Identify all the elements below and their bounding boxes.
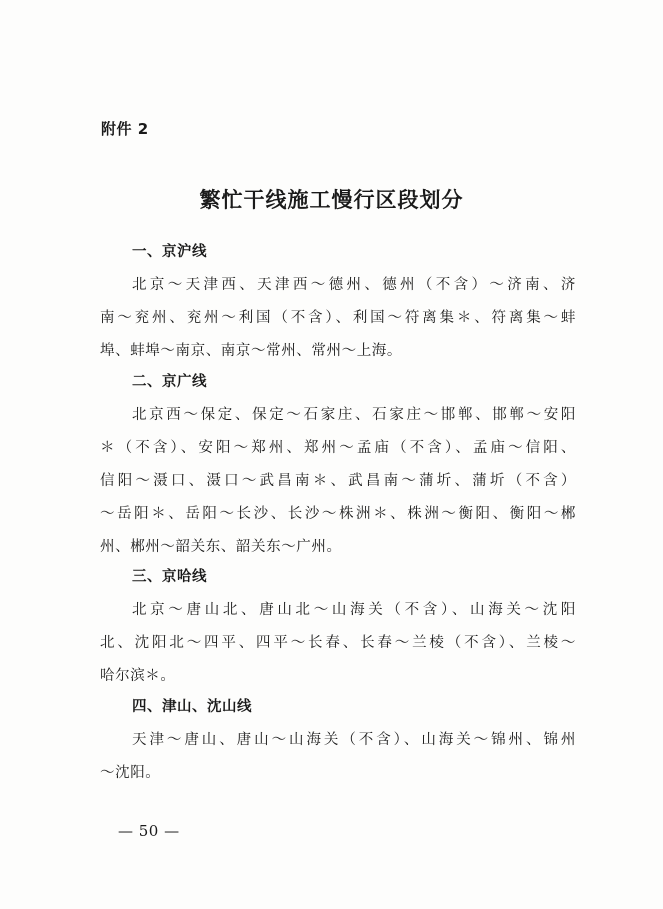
- paragraph-line: 天津～唐山、唐山～山海关（不含）、山海关～锦州、锦州: [132, 732, 576, 748]
- paragraph-line: ～岳阳＊、岳阳～长沙、长沙～株洲＊、株洲～衡阳、衡阳～郴: [100, 506, 576, 522]
- attachment-label: 附件 2: [101, 120, 149, 138]
- paragraph-line: 北京西～保定、保定～石家庄、石家庄～邯郸、邯郸～安阳: [132, 407, 576, 423]
- section-heading-jingguang: 二、京广线: [132, 374, 207, 390]
- paragraph-line: 哈尔滨＊。: [100, 668, 176, 684]
- paragraph-line: 埠、蚌埠～南京、南京～常州、常州～上海。: [100, 343, 402, 359]
- paragraph-line: 南～兖州、兖州～利国（不含）、利国～符离集＊、符离集～蚌: [100, 310, 576, 326]
- page-number: — 50 —: [118, 822, 180, 840]
- paragraph-line: 北京～天津西、天津西～德州、德州（不含）～济南、济: [132, 277, 576, 293]
- paragraph-line: 信阳～滠口、滠口～武昌南＊、武昌南～蒲圻、蒲圻（不含）: [100, 473, 576, 489]
- page-title: 繁忙干线施工慢行区段划分: [199, 187, 464, 212]
- paragraph-line: 北、沈阳北～四平、四平～长春、长春～兰棱（不含）、兰棱～: [100, 635, 576, 651]
- section-heading-jinshan-shenshan: 四、津山、沈山线: [132, 699, 252, 715]
- section-heading-jinghu: 一、京沪线: [132, 244, 207, 260]
- section-heading-jingha: 三、京哈线: [132, 569, 207, 585]
- paragraph-line: ～沈阳。: [100, 765, 161, 781]
- paragraph-line: 北京～唐山北、唐山北～山海关（不含）、山海关～沈阳: [132, 602, 576, 618]
- paragraph-line: ＊（不含）、安阳～郑州、郑州～孟庙（不含）、孟庙～信阳、: [100, 440, 576, 456]
- paragraph-line: 州、郴州～韶关东、韶关东～广州。: [100, 539, 342, 555]
